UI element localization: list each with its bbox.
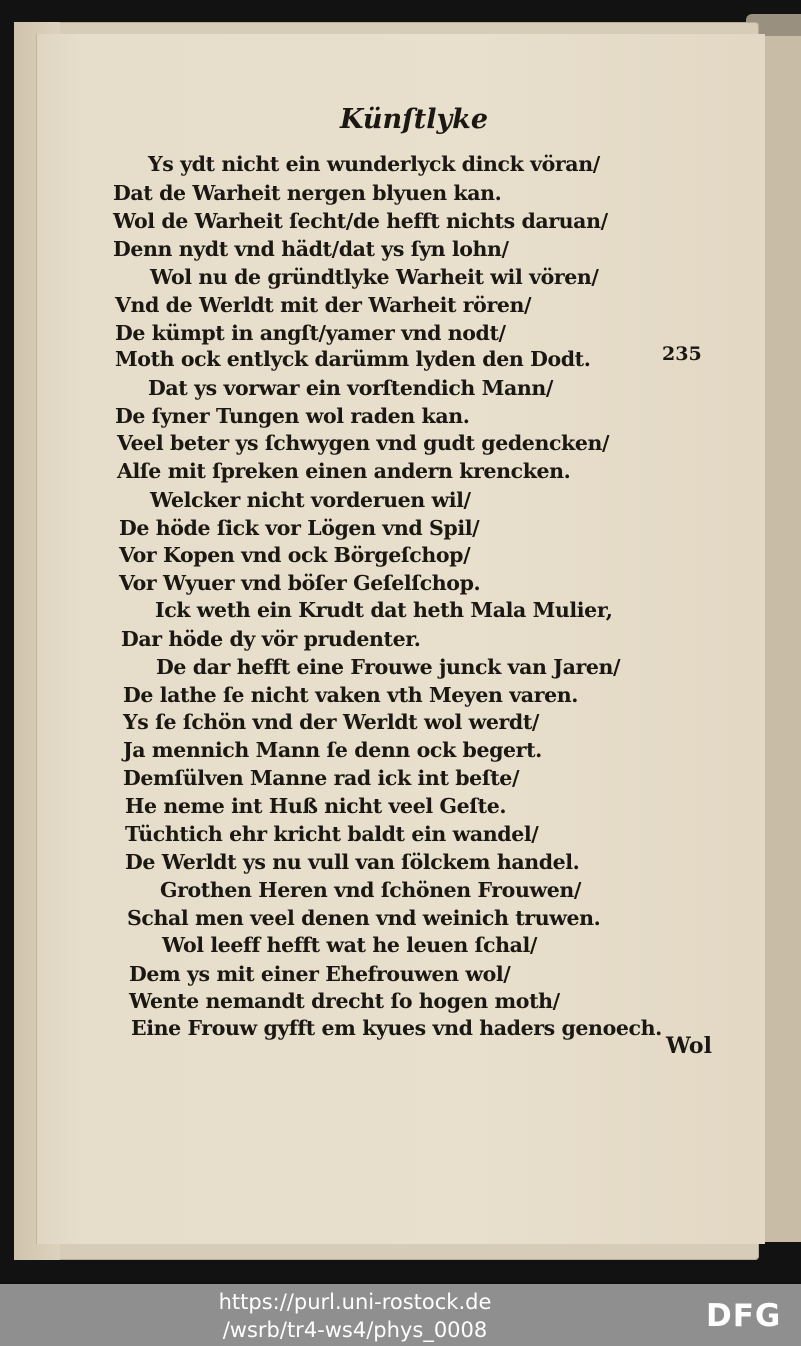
next-leaf-edge <box>762 36 801 1242</box>
text-line-9: Dat ys vorwar ein vorſtendich Mann/ <box>148 376 553 400</box>
catchword: Wol <box>666 1033 712 1059</box>
text-line-2: Dat de Warheit nergen blyuen kan. <box>113 181 502 205</box>
text-line-23: Demſülven Manne rad ick int beſte/ <box>123 766 520 790</box>
text-line-5: Wol nu de gründtlyke Warheit wil vören/ <box>150 265 599 289</box>
page-number: 235 <box>662 343 702 365</box>
text-line-1: Ys ydt nicht ein wunderlyck dinck vöran/ <box>148 152 600 176</box>
text-line-14: De höde ſick vor Lögen vnd Spil/ <box>119 516 480 540</box>
text-line-30: Dem ys mit einer Ehefrouwen wol/ <box>129 962 511 986</box>
text-line-26: De Werldt ys nu vull van ſölckem handel. <box>125 850 580 874</box>
text-line-29: Wol leeff hefft wat he leuen ſchal/ <box>162 933 537 957</box>
text-line-25: Tüchtich ehr kricht baldt ein wandel/ <box>125 822 539 846</box>
persistent-url-line-2[interactable]: /wsrb/tr4-ws4/phys_0008 <box>222 1318 488 1342</box>
text-line-15: Vor Kopen vnd ock Börgeſchop/ <box>119 543 471 567</box>
text-line-18: Dar höde dy vör prudenter. <box>121 627 421 651</box>
text-line-6: Vnd de Werldt mit der Warheit rören/ <box>115 293 532 317</box>
text-line-4: Denn nydt vnd hädt/dat ys ſyn lohn/ <box>113 237 509 261</box>
text-line-32: Eine Frouw gyfft em kyues vnd haders genoech. <box>131 1016 662 1040</box>
text-line-28: Schal men veel denen vnd weinich truwen. <box>127 906 601 930</box>
persistent-url-line-1[interactable]: https://purl.uni-rostock.de <box>218 1290 492 1314</box>
text-line-20: De lathe ſe nicht vaken vth Meyen varen. <box>123 683 578 707</box>
text-line-3: Wol de Warheit ſecht/de hefft nichts daruan/ <box>113 209 608 233</box>
text-line-31: Wente nemandt drecht ſo hogen moth/ <box>129 989 560 1013</box>
text-line-17: Ick weth ein Krudt dat heth Mala Mulier, <box>155 598 613 622</box>
text-line-10: De ſyner Tungen wol raden kan. <box>115 404 470 428</box>
text-line-21: Ys ſe ſchön vnd der Werldt wol werdt/ <box>123 710 539 734</box>
text-line-22: Ja mennich Mann ſe denn ock begert. <box>123 738 542 762</box>
text-line-7: De kümpt in angſt/yamer vnd nodt/ <box>115 321 506 345</box>
text-line-11: Veel beter ys ſchwygen vnd gudt gedencken/ <box>117 431 610 455</box>
running-head: Künſtlyke <box>340 104 489 135</box>
text-line-8: Moth ock entlyck darümm lyden den Dodt. <box>115 347 591 371</box>
text-line-13: Welcker nicht vorderuen wil/ <box>150 488 471 512</box>
text-line-27: Grothen Heren vnd ſchönen Frouwen/ <box>160 878 581 902</box>
text-line-24: He neme int Huß nicht veel Geſte. <box>125 794 507 818</box>
text-line-19: De dar hefft eine Frouwe junck van Jaren/ <box>156 655 621 679</box>
dfg-logo: DFG <box>706 1298 782 1334</box>
text-line-16: Vor Wyuer vnd böſer Geſelſchop. <box>119 571 481 595</box>
text-line-12: Alſe mit ſpreken einen andern krencken. <box>117 459 571 483</box>
